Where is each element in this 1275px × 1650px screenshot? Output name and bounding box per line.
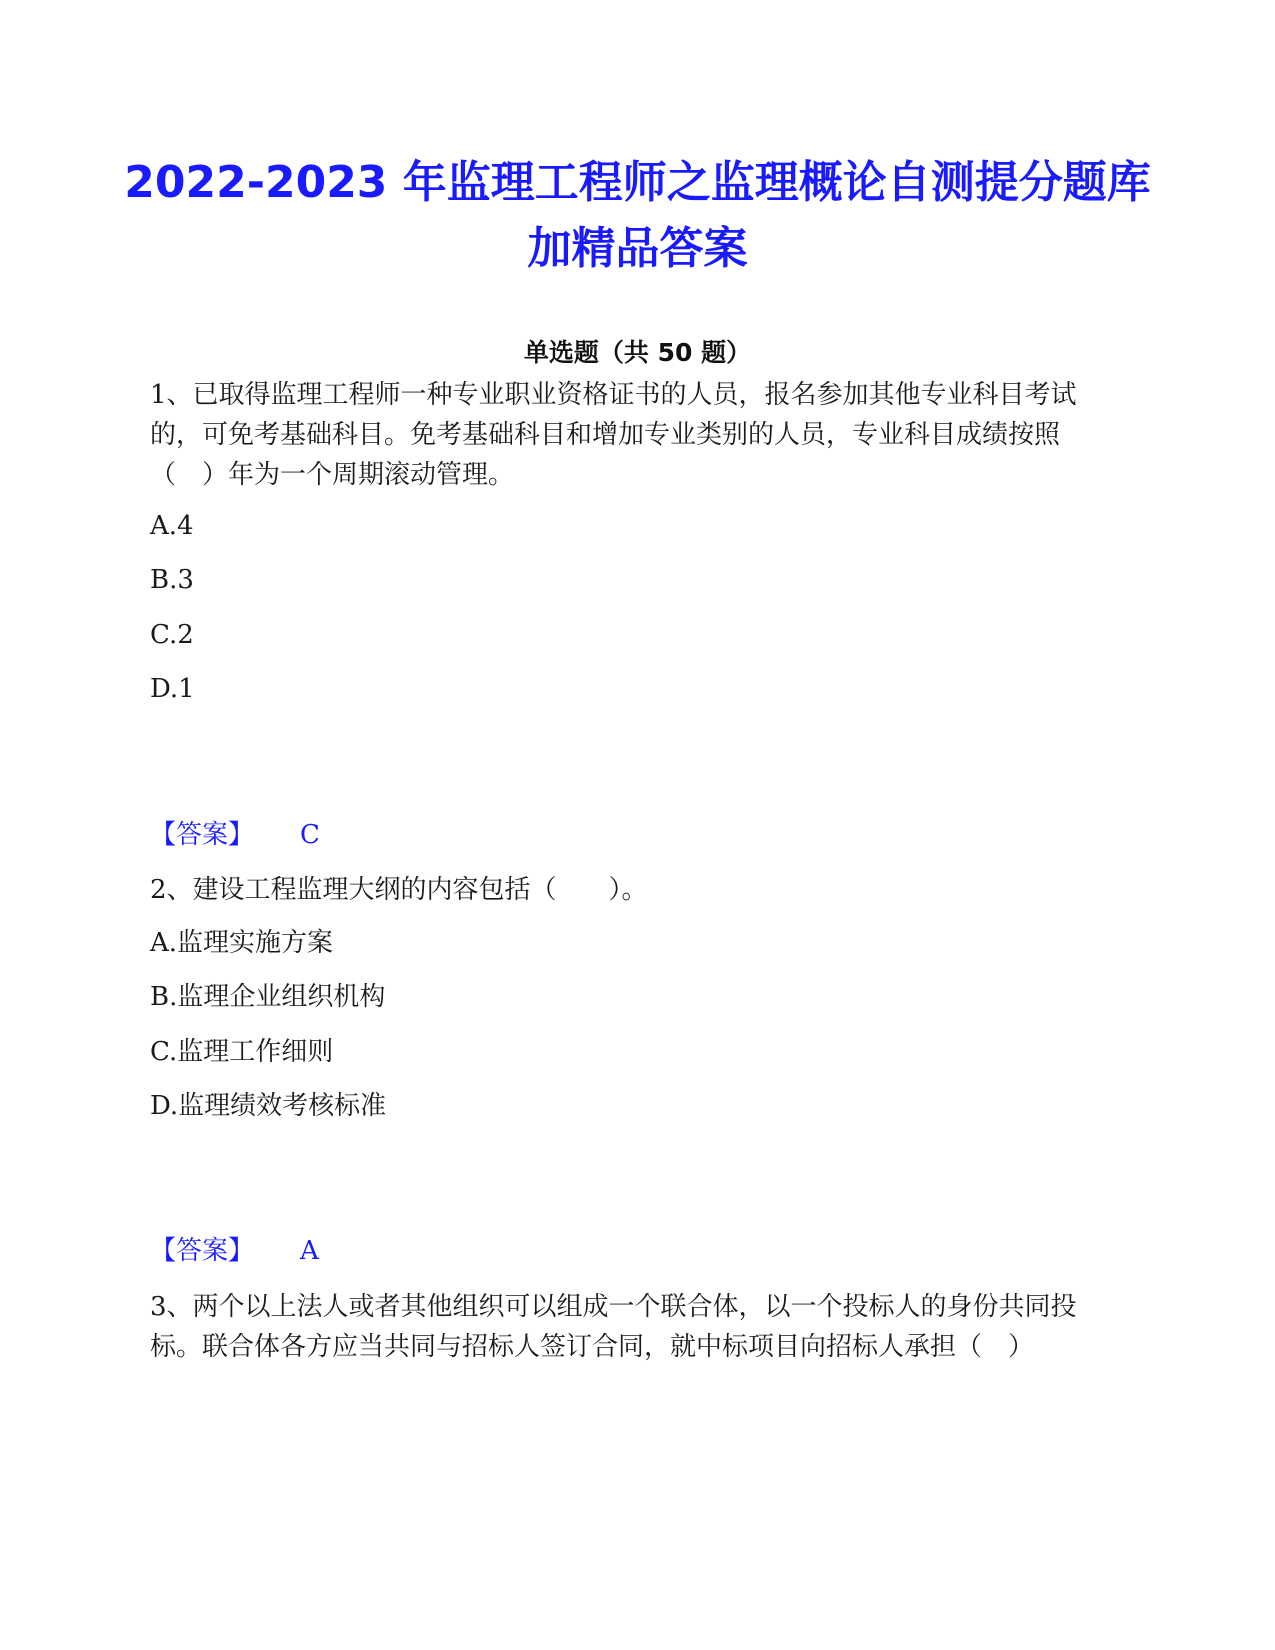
question-1-stem: 1、已取得监理工程师一种专业职业资格证书的人员，报名参加其他专业科目考试的，可免考基础科目。免考基础科目和增加专业类别的人员，专业科目成绩按照（ ）年为一个周期滚动管理。	[150, 380, 1077, 490]
question-1-option-a: A.4	[150, 511, 194, 541]
question-1-option-c: C.2	[150, 620, 194, 650]
question-2-option-c: C.监理工作细则	[150, 1037, 334, 1067]
question-2-option-a: A.监理实施方案	[150, 928, 334, 958]
document-title: 2022-2023 年监理工程师之监理概论自测提分题库加精品答案	[124, 157, 1151, 274]
answer-value: C	[300, 820, 320, 850]
question-1-option-d: D.1	[150, 674, 195, 704]
question-3-stem: 3、两个以上法人或者其他组织可以组成一个联合体，以一个投标人的身份共同投标。联合体各方应当共同与招标人签订合同，就中标项目向招标人承担（ ）	[150, 1292, 1077, 1362]
question-1-option-b: B.3	[150, 565, 194, 595]
question-2-option-d: D.监理绩效考核标准	[150, 1091, 387, 1121]
question-2-stem: 2、建设工程监理大纲的内容包括（ ）。	[150, 875, 648, 905]
question-2-option-b: B.监理企业组织机构	[150, 982, 386, 1012]
question-1-answer	[150, 817, 750, 853]
answer-label: 【答案】	[150, 820, 255, 850]
answer-value: A	[300, 1236, 319, 1266]
section-heading: 单选题（共 50 题）	[523, 338, 752, 367]
answer-label: 【答案】	[150, 1236, 255, 1266]
question-2-answer	[150, 1233, 750, 1269]
